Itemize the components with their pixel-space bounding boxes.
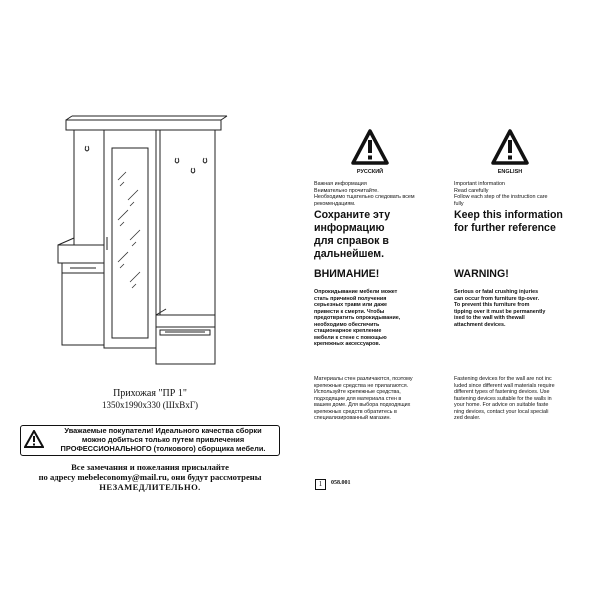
text-line: Keep this information [454, 209, 563, 221]
product-title: Прихожая "ПР 1" [113, 388, 187, 399]
text-line: Опрокидывание мебели может [314, 289, 398, 295]
text-line: предотвратить опрокидывание, [314, 315, 401, 321]
text-line: мебели к стене с помощью [314, 334, 387, 341]
text-line: tipping over it must be permanently [454, 308, 546, 315]
assembly-notice-box [20, 425, 280, 456]
en-important-info [454, 181, 589, 207]
ru-warning-text [314, 289, 454, 348]
text-line: Serious or fatal crushing injuries [454, 289, 539, 295]
text-line: Важная информация [314, 181, 367, 187]
text-line: Материалы стен различаются, поэтому [314, 376, 413, 382]
en-warning-text [454, 289, 589, 328]
language-label-english: ENGLISH [497, 169, 523, 175]
furniture-drawing [0, 0, 300, 380]
text-line: рекомендациям. [314, 200, 356, 207]
text-line: zed dealer. [454, 415, 481, 421]
text-line: luded since different wall materials require [454, 382, 555, 389]
text-line: для справок в [314, 235, 389, 247]
language-label-russian: РУССКИЙ [356, 169, 384, 175]
text-line: fastening devices suitable for the walls in [454, 395, 552, 402]
notice-line: Уважаемые покупатели! Идеального качества сборки [64, 426, 262, 435]
text-line: крепежных аксессуаров. [314, 341, 381, 347]
remarks-line: по адресу mebeleconomy@mail.ru, они будут рассмотрены [38, 472, 262, 482]
text-line: fully [454, 200, 464, 207]
text-line: специализированный магазин. [314, 415, 391, 421]
doc-number: 058.001 [331, 480, 351, 486]
text-line: different types of fastening devices. Use [454, 389, 550, 395]
notice-line: ПРОФЕССИОНАЛЬНОГО (толкового) сборщика мебели. [60, 444, 266, 453]
remarks-line: Все замечания и пожелания присылайте [71, 462, 229, 472]
text-line: To prevent this furniture from [454, 302, 530, 308]
en-keep-info [454, 209, 594, 235]
text-line: серьезных травм или даже [314, 302, 388, 308]
text-line: attachment devices. [454, 321, 506, 328]
ru-warning-title: ВНИМАНИЕ! [314, 268, 380, 280]
ru-fastening-text [314, 376, 454, 422]
text-line: can occur from furniture tip-over. [454, 295, 540, 302]
text-line: Follow each step of the instruction care [454, 194, 548, 200]
text-line: Fastening devices for the wall are not inc [454, 376, 552, 382]
text-line: your home. For advice on suitable faste [454, 402, 549, 408]
text-line: вашем доме. Для выбора подходящих [314, 402, 411, 408]
text-line: необходимо обеспечить [314, 321, 380, 328]
text-line: стать причиной получения [314, 295, 387, 302]
text-line: стационарное крепление [314, 328, 382, 334]
text-line: Сохраните эту [314, 209, 391, 221]
warning-icon [24, 430, 44, 448]
text-line: Необходимо тщательно следовать всем [314, 194, 415, 200]
warning-icon [490, 128, 530, 166]
text-line: привести к смерти. Чтобы [314, 308, 385, 315]
text-line: ixed to the wall with thewall [454, 315, 525, 321]
text-line: крепежных средств обратитесь в [314, 408, 397, 415]
text-line: крепежные средства не прилагаются. [314, 382, 409, 389]
text-line: подходящие для материала стен в [314, 395, 402, 402]
text-line: дальнейшем. [314, 248, 385, 260]
product-dimensions: 1350x1990x330 (ШxВxГ) [101, 400, 199, 410]
text-line: Read carefully [454, 187, 489, 194]
text-line: информацию [314, 222, 385, 234]
notice-line: можно добиться только путем привлечения [81, 435, 245, 444]
text-line: Используйте крепежные средства, [314, 389, 401, 395]
text-line: for further reference [454, 222, 556, 234]
ru-keep-info [314, 209, 454, 261]
ru-important-info [314, 181, 454, 207]
warning-icon [350, 128, 390, 166]
en-fastening-text [454, 376, 589, 422]
doc-number-box: 1 [315, 479, 326, 490]
en-warning-title: WARNING! [454, 268, 509, 280]
text-line: Внимательно прочитайте. [314, 187, 379, 194]
remarks-line: НЕЗАМЕДЛИТЕЛЬНО. [99, 482, 201, 492]
text-line: Important information [454, 181, 505, 187]
text-line: ning devices, contact your local speciali [454, 408, 549, 415]
